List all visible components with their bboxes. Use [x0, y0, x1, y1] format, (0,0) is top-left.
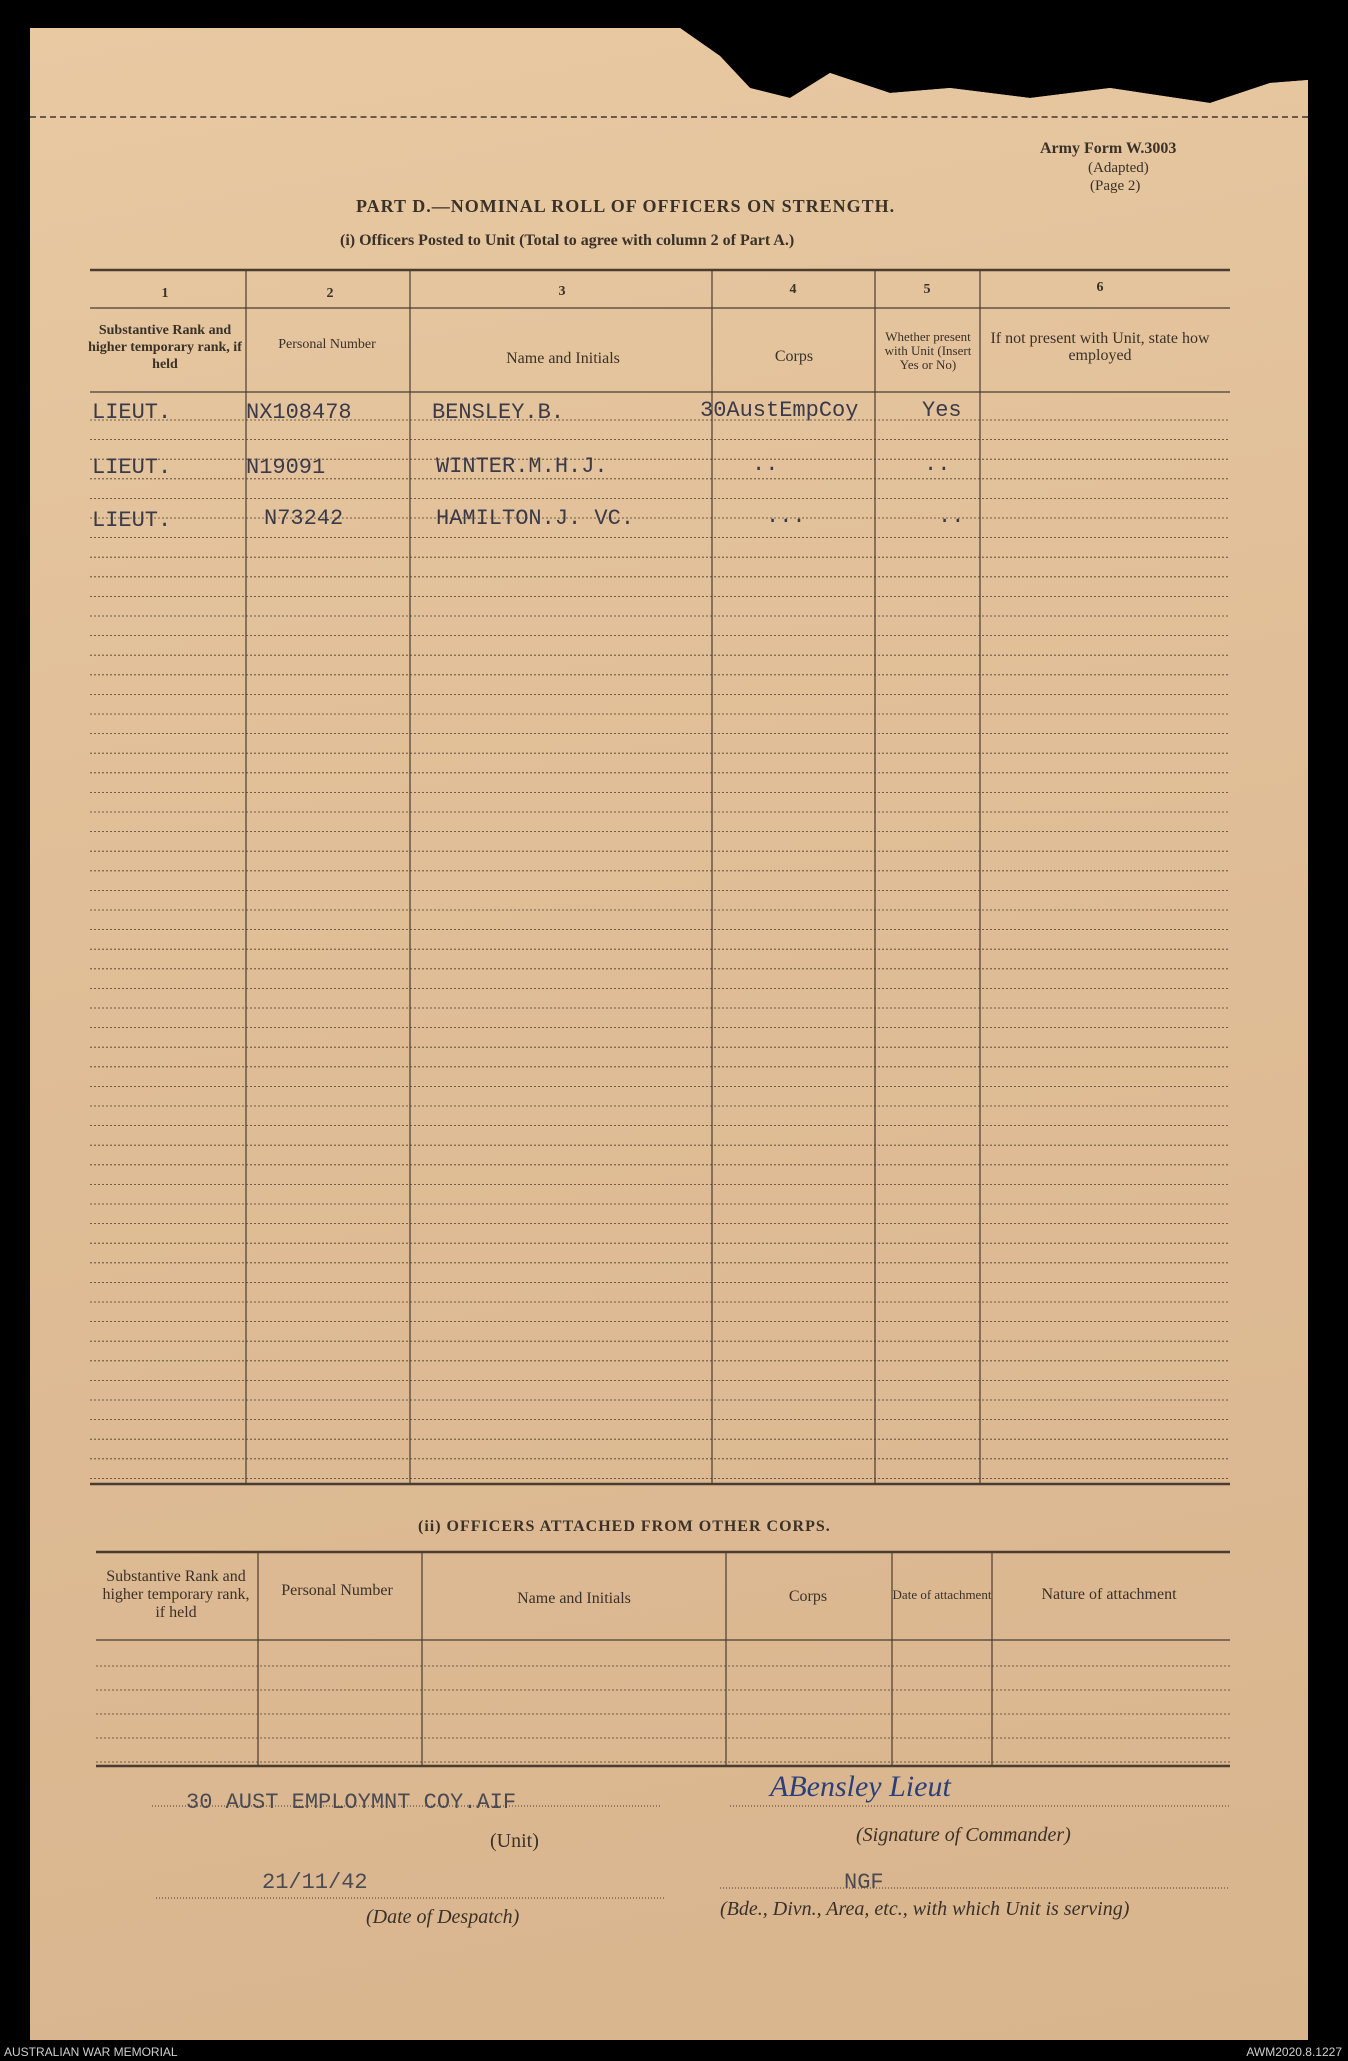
footer-left: AUSTRALIAN WAR MEMORIAL — [4, 2045, 178, 2059]
s2-header-name: Name and Initials — [517, 1590, 631, 1607]
s2-header-personal-number: Personal Number — [281, 1582, 393, 1599]
row2-rank: LIEUT. — [92, 455, 172, 480]
signature-label: (Signature of Commander) — [856, 1824, 1071, 1846]
header-present: Whether present with Unit (Insert Yes or No) — [884, 329, 972, 372]
section1-title: (i) Officers Posted to Unit (Total to agree with column 2 of Part A.) — [340, 232, 795, 249]
header-name: Name and Initials — [506, 350, 620, 367]
col-number-1: 1 — [161, 286, 169, 301]
s2-header-date: Date of attachment — [892, 1587, 992, 1602]
row3-number: N73242 — [264, 506, 344, 531]
col-number-3: 3 — [558, 284, 566, 299]
s2-header-corps: Corps — [788, 1588, 828, 1605]
area-label: (Bde., Divn., Area, etc., with which Unit is serving) — [720, 1898, 1130, 1920]
header-rank: Substantive Rank and higher temporary rank, if held — [88, 323, 242, 372]
area-value: NGF — [844, 1870, 884, 1895]
row2-corps: .. — [752, 452, 779, 477]
row1-rank: LIEUT. — [92, 400, 172, 425]
section2-title: (ii) OFFICERS ATTACHED FROM OTHER CORPS. — [418, 1518, 831, 1535]
col-number-2: 2 — [326, 286, 334, 301]
row2-present: .. — [924, 452, 951, 477]
col-number-5: 5 — [923, 282, 931, 297]
form-page: (Page 2) — [1090, 178, 1141, 194]
col-number-6: 6 — [1096, 280, 1104, 295]
s2-header-rank: Substantive Rank and higher temporary rank, if held — [102, 1568, 250, 1621]
form-id: Army Form W.3003 — [1040, 140, 1177, 157]
row1-name: BENSLEY.B. — [432, 400, 565, 425]
row3-rank: LIEUT. — [92, 508, 172, 533]
s2-header-nature: Nature of attachment — [1041, 1586, 1177, 1603]
row2-number: N19091 — [246, 455, 326, 480]
row2-name: WINTER.M.H.J. — [436, 454, 608, 479]
unit-value: 30 AUST EMPLOYMNT COY.AIF — [186, 1790, 517, 1815]
unit-label: (Unit) — [490, 1830, 539, 1852]
row3-name: HAMILTON.J. VC. — [436, 506, 635, 531]
header-corps: Corps — [774, 348, 814, 365]
header-personal-number: Personal Number — [278, 337, 376, 352]
form-adapted: (Adapted) — [1088, 160, 1149, 176]
row1-number: NX108478 — [246, 400, 352, 425]
col-number-4: 4 — [789, 282, 797, 297]
row1-present: Yes — [922, 398, 962, 423]
despatch-date-label: (Date of Despatch) — [366, 1906, 520, 1928]
part-title: PART D.—NOMINAL ROLL OF OFFICERS ON STRENGTH. — [356, 196, 896, 216]
signature: ABensley Lieut — [770, 1770, 951, 1803]
row3-corps: ... — [766, 504, 806, 529]
header-employed: If not present with Unit, state how employed — [990, 330, 1210, 364]
row1-corps: 30AustEmpCoy — [700, 398, 859, 423]
footer-right: AWM2020.8.1227 — [1246, 2045, 1342, 2059]
row3-present: .. — [938, 504, 965, 529]
despatch-date-value: 21/11/42 — [262, 1870, 368, 1895]
